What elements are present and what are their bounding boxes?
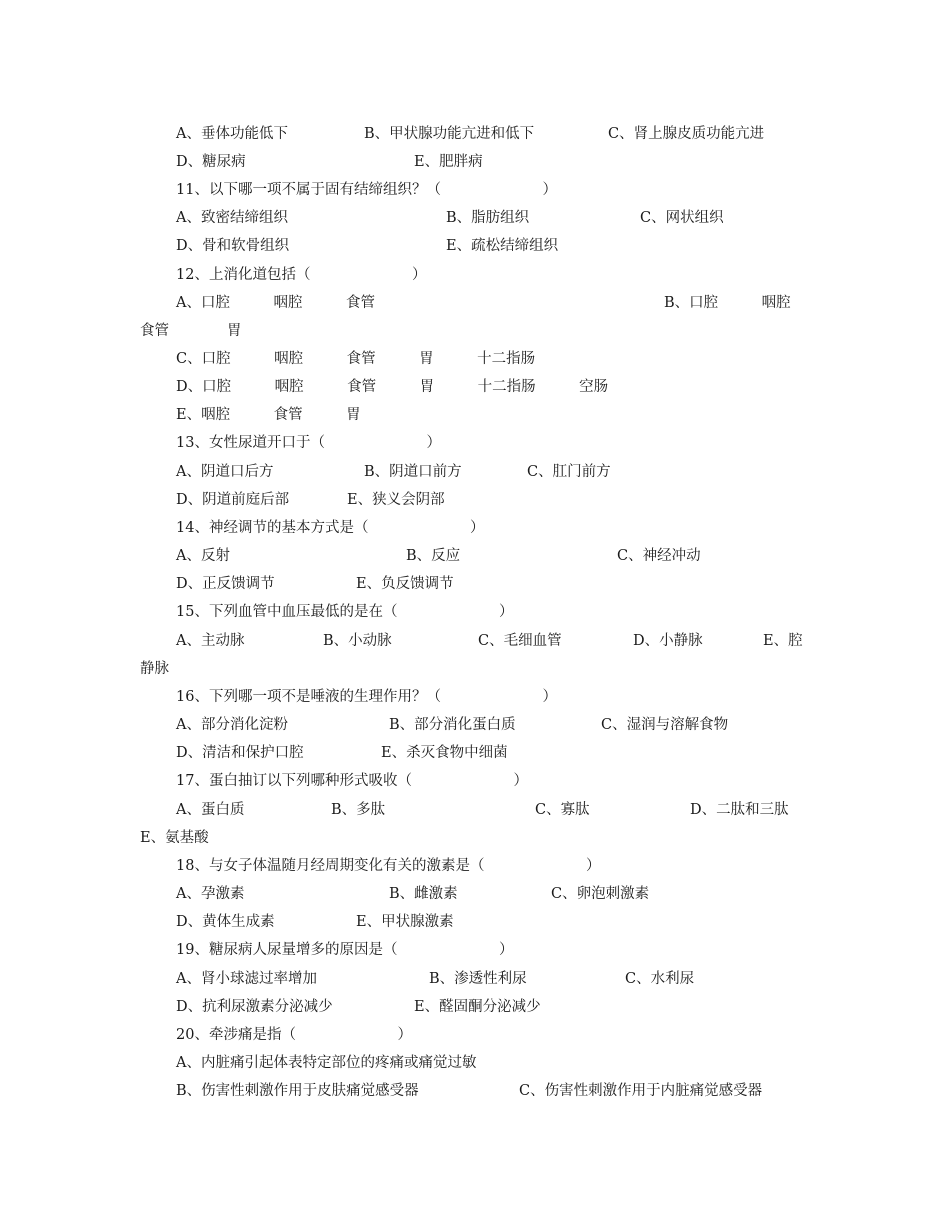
question-line: 18、与女子体温随月经周期变化有关的激素是（ ）	[176, 858, 601, 874]
option-line: A、阴道口后方	[176, 464, 274, 480]
option-line: B、渗透性利尿	[429, 971, 527, 987]
option-line: A、致密结缔组织	[176, 210, 288, 226]
option-line: E、负反馈调节	[356, 576, 454, 592]
option-line: A、口腔 咽腔 食管	[176, 295, 375, 311]
option-line: C、毛细血管	[478, 633, 562, 649]
option-line: D、清洁和保护口腔	[176, 745, 304, 761]
option-line: A、孕激素	[176, 886, 245, 902]
option-line: E、甲状腺激素	[356, 914, 454, 930]
option-line: C、湿润与溶解食物	[601, 717, 729, 733]
option-line: C、网状组织	[640, 210, 724, 226]
question-line: 17、蛋白抽订以下列哪种形式吸收（ ）	[176, 773, 528, 789]
option-line: D、阴道前庭后部	[176, 492, 290, 508]
option-line: E、杀灭食物中细菌	[381, 745, 508, 761]
option-line: D、骨和软骨组织	[176, 238, 290, 254]
option-line: C、水利尿	[625, 971, 695, 987]
option-line: A、肾小球滤过率增加	[176, 971, 317, 987]
option-line-wrap: 静脉	[140, 661, 169, 677]
option-line: E、腔	[763, 633, 803, 649]
option-line: B、阴道口前方	[364, 464, 462, 480]
option-line: A、主动脉	[176, 633, 245, 649]
option-line: B、多肽	[331, 802, 386, 818]
option-line: A、反射	[176, 548, 230, 564]
option-line: C、卵泡刺激素	[551, 886, 650, 902]
option-line: E、肥胖病	[414, 154, 483, 170]
question-line: 19、糖尿病人尿量增多的原因是（ ）	[176, 942, 514, 958]
option-line: C、神经冲动	[617, 548, 701, 564]
question-line: 15、下列血管中血压最低的是在（ ）	[176, 604, 514, 620]
option-line: D、黄体生成素	[176, 914, 275, 930]
option-line: D、正反馈调节	[176, 576, 275, 592]
option-line: B、口腔 咽腔	[664, 295, 791, 311]
question-line: 20、牵涉痛是指（ ）	[176, 1027, 412, 1043]
option-line: E、疏松结缔组织	[446, 238, 559, 254]
option-line: D、糖尿病	[176, 154, 246, 170]
option-line: C、肛门前方	[527, 464, 611, 480]
option-line: E、醛固酮分泌减少	[414, 999, 541, 1015]
option-line: C、寡肽	[535, 802, 590, 818]
option-line: D、抗利尿激素分泌减少	[176, 999, 333, 1015]
option-line: B、反应	[406, 548, 461, 564]
option-line: D、小静脉	[633, 633, 703, 649]
option-line: D、口腔 咽腔 食管 胃 十二指肠 空肠	[176, 379, 609, 395]
question-line: 12、上消化道包括（ ）	[176, 267, 427, 283]
option-line: A、部分消化淀粉	[176, 717, 288, 733]
question-line: 14、神经调节的基本方式是（ ）	[176, 520, 485, 536]
question-line: 13、女性尿道开口于（ ）	[176, 435, 441, 451]
option-line: E、咽腔 食管 胃	[176, 407, 361, 423]
option-line: B、甲状腺功能亢进和低下	[364, 126, 535, 142]
option-line: C、伤害性刺激作用于内脏痛觉感受器	[519, 1083, 763, 1099]
option-line-wrap: 食管 胃	[140, 323, 242, 339]
option-line: B、部分消化蛋白质	[389, 717, 516, 733]
option-line: B、伤害性刺激作用于皮肤痛觉感受器	[176, 1083, 419, 1099]
question-line: 16、下列哪一项不是唾液的生理作用？（ ）	[176, 689, 557, 705]
option-line-wrap: E、氨基酸	[140, 830, 209, 846]
option-line: C、肾上腺皮质功能亢进	[608, 126, 765, 142]
question-line: 11、以下哪一项不属于固有结缔组织？（ ）	[176, 182, 557, 198]
option-line: A、内脏痛引起体表特定部位的疼痛或痛觉过敏	[176, 1055, 477, 1071]
option-line: B、雌激素	[389, 886, 458, 902]
option-line: B、脂肪组织	[446, 210, 530, 226]
option-line: D、二肽和三肽	[690, 802, 789, 818]
option-line: A、蛋白质	[176, 802, 245, 818]
option-line: B、小动脉	[323, 633, 392, 649]
option-line: A、垂体功能低下	[176, 126, 288, 142]
option-line: C、口腔 咽腔 食管 胃 十二指肠	[176, 351, 536, 367]
option-line: E、狭义会阴部	[347, 492, 445, 508]
